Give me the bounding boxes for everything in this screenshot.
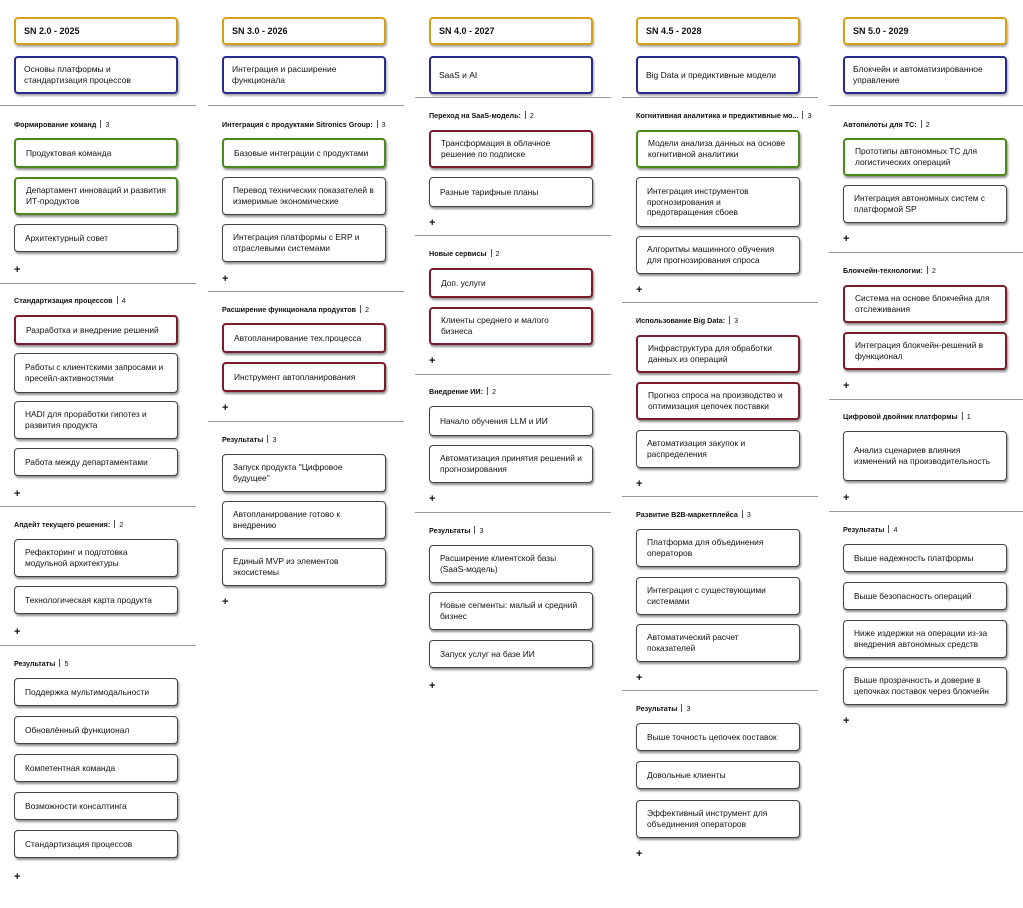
group-title-text: Результаты <box>14 659 56 668</box>
group-count-separator <box>962 412 963 420</box>
group-divider <box>0 645 196 646</box>
card[interactable]: Система на основе блокчейна для отслеживания <box>843 285 1007 323</box>
group-divider <box>0 105 196 106</box>
card[interactable]: Прогноз спроса на производство и оптимизация цепочек поставки <box>636 382 800 420</box>
group-title-text: Использование Big Data: <box>636 316 726 325</box>
group-count: 3 <box>479 526 484 535</box>
group-title-text: Формирование команд <box>14 120 97 129</box>
group-divider <box>622 97 818 98</box>
group-divider <box>622 302 818 303</box>
column-subtitle[interactable]: SaaS и AI <box>429 56 593 94</box>
card[interactable]: Интеграция автономных систем с платформой SP <box>843 185 1007 223</box>
card[interactable]: Рефакторинг и подготовка модульной архитектуры <box>14 539 178 577</box>
roadmap-column <box>415 0 611 908</box>
group-count-separator <box>267 435 268 443</box>
group-title-text: Стандартизация процессов <box>14 296 113 305</box>
group-title <box>636 704 816 713</box>
group-title <box>14 296 194 305</box>
group-title-text: Интеграция с продуктами Sitronics Group: <box>222 120 373 129</box>
add-card-button[interactable]: + <box>14 264 21 276</box>
group-title <box>429 111 609 120</box>
group-count-separator <box>117 296 118 304</box>
group-count-separator <box>525 111 526 119</box>
group-title-text: Результаты <box>843 525 885 534</box>
card[interactable]: Довольные клиенты <box>636 761 800 789</box>
group-divider <box>415 374 611 375</box>
group-title <box>843 120 1023 129</box>
card[interactable]: Запуск услуг на базе ИИ <box>429 640 593 668</box>
card[interactable]: Работа между департаментами <box>14 448 178 476</box>
group-title-text: Результаты <box>636 704 678 713</box>
card[interactable]: Модели анализа данных на основе когнитивной аналитики <box>636 130 800 168</box>
card[interactable]: Начало обучения LLM и ИИ <box>429 406 593 436</box>
group-count-separator <box>360 305 361 313</box>
card[interactable]: Автоматизация принятия решений и прогнозирования <box>429 445 593 483</box>
group-divider <box>0 506 196 507</box>
card[interactable]: Возможности консалтинга <box>14 792 178 820</box>
card[interactable]: Департамент инноваций и развития ИТ-продуктов <box>14 177 178 215</box>
card[interactable]: Компетентная команда <box>14 754 178 782</box>
card[interactable]: Доп. услуги <box>429 268 593 298</box>
card[interactable]: Технологическая карта продукта <box>14 586 178 614</box>
group-title-text: Результаты <box>429 526 471 535</box>
group-title <box>429 387 609 396</box>
card[interactable]: Автоматизация закупок и распределения <box>636 430 800 468</box>
card[interactable]: Автопланирование готово к внедрению <box>222 501 386 539</box>
group-title <box>14 659 194 668</box>
group-count: 3 <box>105 120 110 129</box>
group-title-text: Внедрение ИИ: <box>429 387 483 396</box>
add-card-button[interactable]: + <box>429 217 436 229</box>
group-count-separator <box>59 659 60 667</box>
group-count: 1 <box>966 412 971 421</box>
group-count-separator <box>888 525 889 533</box>
add-card-button[interactable]: + <box>636 848 643 860</box>
card[interactable]: Инструмент автопланирования <box>222 362 386 392</box>
group-title-text: Переход на SaaS-модель: <box>429 111 521 120</box>
group-count-separator <box>491 249 492 257</box>
card[interactable]: Прототипы автономных ТС для логистических операций <box>843 138 1007 176</box>
group-count: 2 <box>365 305 370 314</box>
group-count: 3 <box>381 120 386 129</box>
card[interactable]: Интеграция инструментов прогнозирования и предотвращения сбоев <box>636 177 800 227</box>
column-header[interactable]: SN 3.0 - 2026 <box>222 17 386 45</box>
add-card-button[interactable]: + <box>843 233 850 245</box>
group-title-text: Апдейт текущего решения: <box>14 520 111 529</box>
roadmap-column <box>0 0 196 908</box>
group-count: 3 <box>686 704 691 713</box>
group-divider <box>0 283 196 284</box>
column-header[interactable]: SN 5.0 - 2029 <box>843 17 1007 45</box>
column-subtitle[interactable]: Big Data и предиктивные модели <box>636 56 800 94</box>
group-title <box>636 111 816 120</box>
group-count-separator <box>729 316 730 324</box>
group-title <box>843 412 1023 421</box>
card[interactable]: Клиенты среднего и малого бизнеса <box>429 307 593 345</box>
card[interactable]: Расширение клиентской базы (SaaS-модель) <box>429 545 593 583</box>
group-count: 3 <box>734 316 739 325</box>
group-divider <box>829 252 1023 253</box>
roadmap-column <box>829 0 1023 908</box>
card[interactable]: Выше точность цепочек поставок <box>636 723 800 751</box>
group-title-text: Автопилоты для ТС: <box>843 120 917 129</box>
card[interactable]: Автоматический расчет показателей <box>636 624 800 662</box>
group-count: 2 <box>925 120 930 129</box>
column-subtitle[interactable]: Основы платформы и стандартизация процессов <box>14 56 178 94</box>
card[interactable]: Обновлённый функционал <box>14 716 178 744</box>
group-title <box>429 249 609 258</box>
group-divider <box>208 291 404 292</box>
card[interactable]: Автопланирование тех.процесса <box>222 323 386 353</box>
card[interactable]: Выше безопасность операций <box>843 582 1007 610</box>
group-title-text: Новые сервисы <box>429 249 487 258</box>
group-count: 4 <box>893 525 898 534</box>
group-title-text: Блокчейн-технологии: <box>843 266 923 275</box>
group-title <box>222 305 402 314</box>
group-count: 2 <box>529 111 534 120</box>
column-subtitle[interactable]: Интеграция и расширение функционала <box>222 56 386 94</box>
group-count: 3 <box>272 435 277 444</box>
add-card-button[interactable]: + <box>429 355 436 367</box>
card[interactable]: Ниже издержки на операции из-за внедрения автономных средств <box>843 620 1007 658</box>
group-count-separator <box>802 111 803 119</box>
roadmap-column <box>622 0 818 908</box>
add-card-button[interactable]: + <box>222 273 229 285</box>
group-title <box>14 520 194 529</box>
card[interactable]: Архитектурный совет <box>14 224 178 252</box>
add-card-button[interactable]: + <box>843 715 850 727</box>
group-title <box>222 120 402 129</box>
group-divider <box>829 105 1023 106</box>
add-card-button[interactable]: + <box>843 380 850 392</box>
group-count: 3 <box>807 111 812 120</box>
group-divider <box>829 511 1023 512</box>
column-subtitle[interactable]: Блокчейн и автоматизированное управление <box>843 56 1007 94</box>
add-card-button[interactable]: + <box>222 596 229 608</box>
group-count-separator <box>474 526 475 534</box>
group-divider <box>415 235 611 236</box>
card[interactable]: Эффективный инструмент для объединения операторов <box>636 800 800 838</box>
card[interactable]: Инфраструктура для обработки данных из операций <box>636 335 800 373</box>
add-card-button[interactable]: + <box>636 478 643 490</box>
card[interactable]: Продуктовая команда <box>14 138 178 168</box>
card[interactable]: Запуск продукта "Цифровое будущее" <box>222 454 386 492</box>
add-card-button[interactable]: + <box>222 402 229 414</box>
group-count: 2 <box>491 387 496 396</box>
card[interactable]: Платформа для объединения операторов <box>636 529 800 567</box>
group-divider <box>622 496 818 497</box>
card[interactable]: Поддержка мультимодальности <box>14 678 178 706</box>
card[interactable]: Интеграция блокчейн-решений в функционал <box>843 332 1007 370</box>
card[interactable]: Алгоритмы машинного обучения для прогнозирования спроса <box>636 236 800 274</box>
card[interactable]: Базовые интеграции с продуктами <box>222 138 386 168</box>
group-count: 2 <box>495 249 500 258</box>
group-title <box>843 525 1023 534</box>
group-count: 2 <box>119 520 124 529</box>
group-title-text: Развитие B2B-маркетплейса <box>636 510 738 519</box>
card[interactable]: Стандартизация процессов <box>14 830 178 858</box>
card[interactable]: HADI для проработки гипотез и развития продукта <box>14 401 178 439</box>
group-divider <box>208 105 404 106</box>
card[interactable]: Работы с клиентскими запросами и пресейл-активностями <box>14 353 178 393</box>
group-title <box>636 510 816 519</box>
roadmap-column <box>208 0 404 908</box>
group-count: 3 <box>746 510 751 519</box>
group-title-text: Когнитивная аналитика и предиктивные мо... <box>636 111 799 120</box>
group-count: 4 <box>121 296 126 305</box>
group-count-separator <box>100 120 101 128</box>
group-count: 5 <box>64 659 69 668</box>
group-count-separator <box>114 520 115 528</box>
add-card-button[interactable]: + <box>14 488 21 500</box>
card[interactable]: Единый MVP из элементов экосистемы <box>222 548 386 586</box>
group-divider <box>829 399 1023 400</box>
add-card-button[interactable]: + <box>843 492 850 504</box>
group-count-separator <box>927 266 928 274</box>
group-divider <box>208 421 404 422</box>
add-card-button[interactable]: + <box>14 871 21 883</box>
card[interactable]: Разные тарифные планы <box>429 177 593 207</box>
group-count-separator <box>377 120 378 128</box>
card[interactable]: Трансформация в облачное решение по подписке <box>429 130 593 168</box>
column-header[interactable]: SN 4.5 - 2028 <box>636 17 800 45</box>
group-count-separator <box>742 510 743 518</box>
column-header[interactable]: SN 4.0 - 2027 <box>429 17 593 45</box>
card[interactable]: Новые сегменты: малый и средний бизнес <box>429 592 593 630</box>
group-divider <box>415 512 611 513</box>
group-count-separator <box>921 120 922 128</box>
add-card-button[interactable]: + <box>636 672 643 684</box>
card[interactable]: Интеграция платформы с ERP и отраслевыми системами <box>222 224 386 262</box>
card[interactable]: Разработка и внедрение решений <box>14 315 178 345</box>
add-card-button[interactable]: + <box>636 284 643 296</box>
group-divider <box>622 690 818 691</box>
group-title-text: Расширение функционала продуктов <box>222 305 357 314</box>
card[interactable]: Выше прозрачность и доверие в цепочках поставок через блокчейн <box>843 667 1007 705</box>
group-count-separator <box>681 704 682 712</box>
group-title <box>636 316 816 325</box>
group-title-text: Результаты <box>222 435 264 444</box>
add-card-button[interactable]: + <box>429 680 436 692</box>
group-title <box>843 266 1023 275</box>
group-count: 2 <box>931 266 936 275</box>
group-divider <box>415 97 611 98</box>
group-title-text: Цифровой двойник платформы <box>843 412 958 421</box>
card[interactable]: Интеграция с существующими системами <box>636 577 800 615</box>
card[interactable]: Анализ сценариев влияния изменений на производительность <box>843 431 1007 481</box>
group-title <box>429 526 609 535</box>
add-card-button[interactable]: + <box>429 493 436 505</box>
card[interactable]: Перевод технических показателей в измеримые экономические <box>222 177 386 215</box>
card[interactable]: Выше надежность платформы <box>843 544 1007 572</box>
group-title <box>14 120 194 129</box>
column-header[interactable]: SN 2.0 - 2025 <box>14 17 178 45</box>
group-count-separator <box>487 387 488 395</box>
add-card-button[interactable]: + <box>14 626 21 638</box>
group-title <box>222 435 402 444</box>
